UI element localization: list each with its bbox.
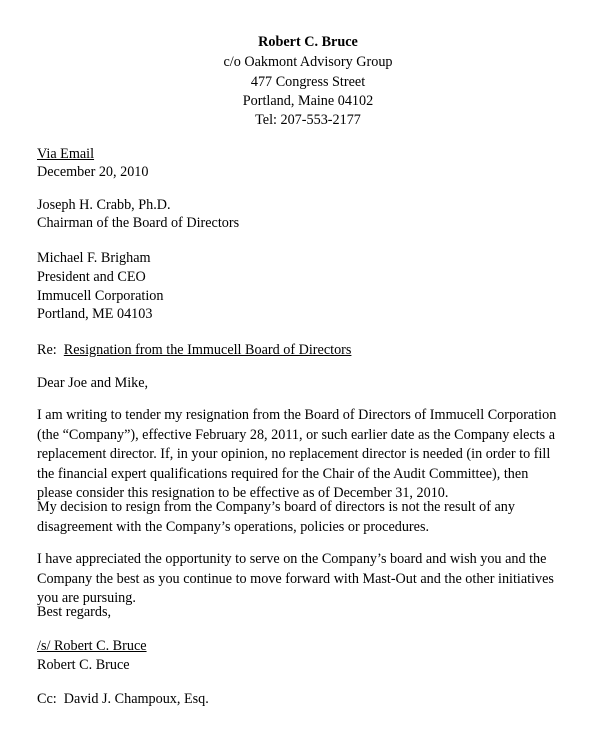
recipient1-title: Chairman of the Board of Directors — [37, 215, 240, 231]
signature-printed: Robert C. Bruce — [37, 657, 130, 673]
signature-electronic: /s/ Robert C. Bruce — [37, 638, 147, 654]
salutation: Dear Joe and Mike, — [37, 375, 149, 391]
body-paragraph-1: I am writing to tender my resignation from the Board of Directors of Immucell Corporation (the “Company”), effective February 28, 2011, or such earlier date as the Company elects a replacement director. If, in your opinion, no replacement director is needed (in order to fill the financial expert qualifications required for the Chair of the Audit Committee), then please consider this resignation to be effective as of December 31, 2010. — [37, 407, 557, 502]
recipient2-company: Immucell Corporation — [37, 288, 164, 304]
sender-address-line1: c/o Oakmont Advisory Group — [223, 54, 393, 70]
recipient2-title: President and CEO — [37, 269, 146, 285]
sender-address-line2: 477 Congress Street — [250, 74, 366, 90]
subject-prefix: Re: — [37, 342, 57, 358]
sender-phone: Tel: 207-553-2177 — [255, 112, 361, 128]
body-paragraph-2: My decision to resign from the Company’s board of directors is not the result of any disagreement with the Company’s operations, policies or procedures. — [37, 499, 515, 535]
sender-name: Robert C. Bruce — [258, 34, 358, 50]
cc-name: David J. Champoux, Esq. — [63, 691, 209, 707]
body-paragraph-3: I have appreciated the opportunity to serve on the Company’s board and wish you and the Company the best as you continue to move forward with Mast-Out and the other initiatives you are pursuing. — [37, 551, 554, 607]
cc-label: Cc: — [37, 691, 57, 707]
sender-address-line3: Portland, Maine 04102 — [242, 93, 374, 109]
letter-date: December 20, 2010 — [37, 164, 149, 180]
delivery-method: Via Email — [37, 146, 95, 162]
cc-line — [37, 690, 209, 708]
recipient2-name: Michael F. Brigham — [37, 250, 151, 266]
subject-text: Resignation from the Immucell Board of Directors — [63, 342, 352, 358]
closing: Best regards, — [37, 604, 112, 620]
recipient1-name: Joseph H. Crabb, Ph.D. — [37, 197, 171, 213]
recipient2-city: Portland, ME 04103 — [37, 306, 153, 322]
subject-line — [37, 341, 351, 359]
